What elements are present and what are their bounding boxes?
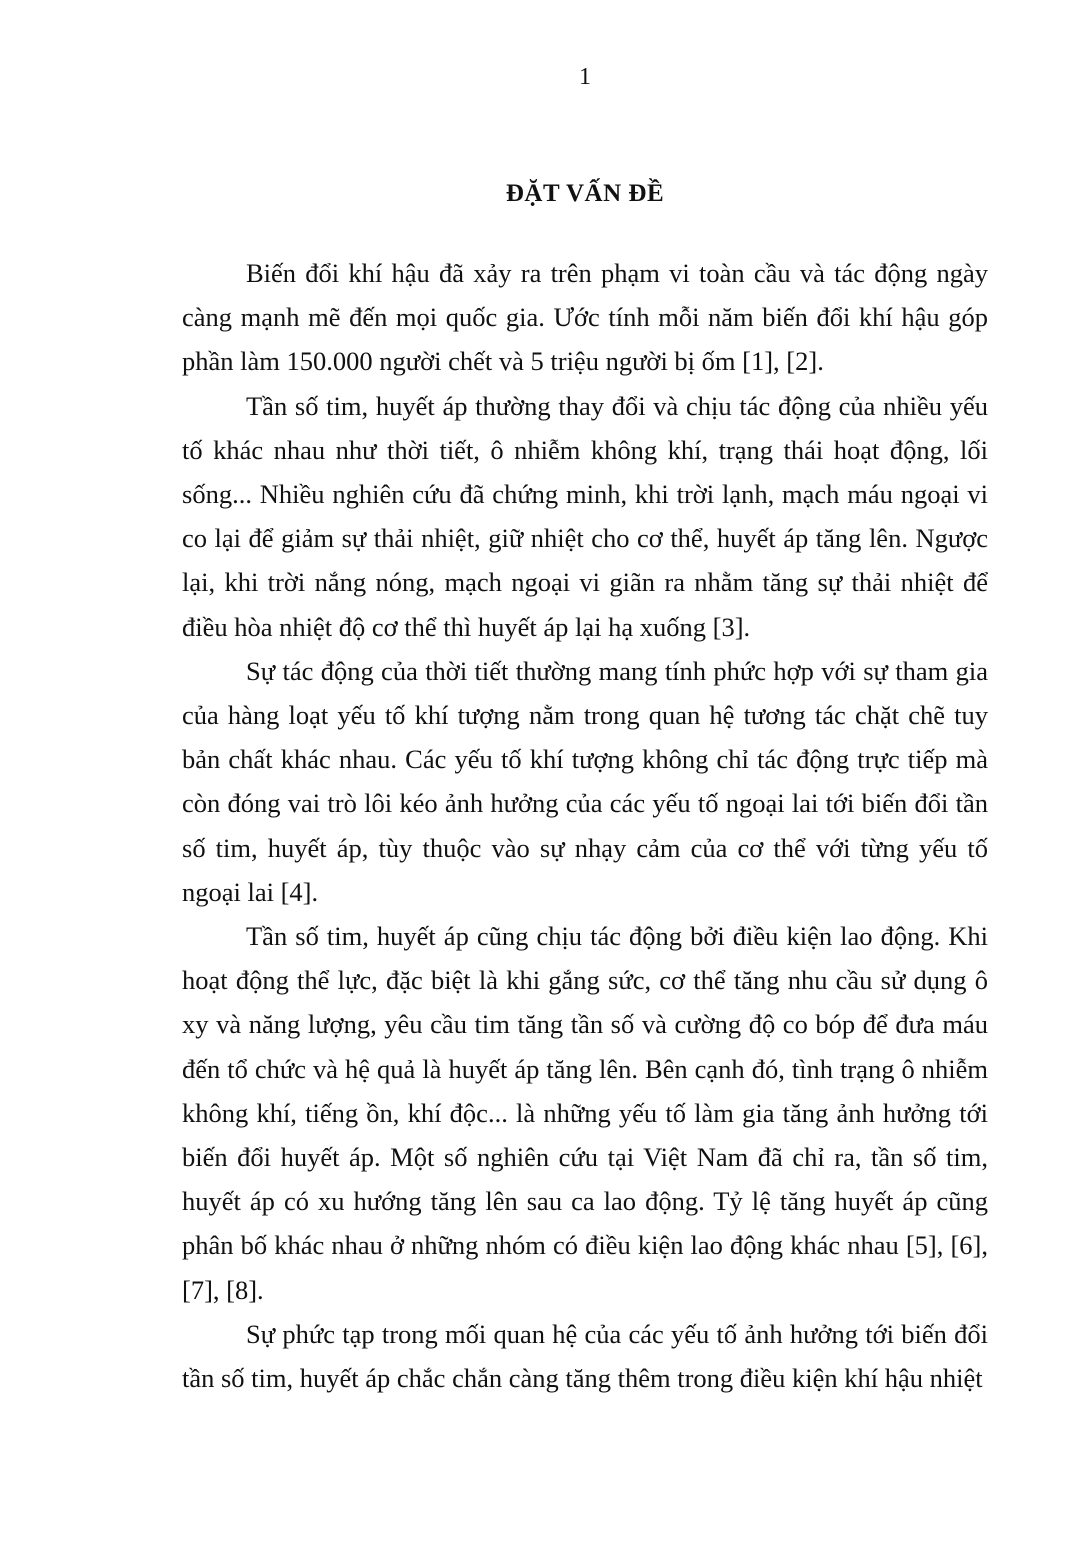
paragraph-4: Tần số tim, huyết áp cũng chịu tác động bởi điều kiện lao động. Khi hoạt động thể lực, đặc biệt là khi gắng sức, cơ thể tăng nhu cầu sử dụng ô xy và năng lượng, yêu cầu tim tăng tần số và cường độ co bóp để đưa máu đến tổ chức và hệ quả là huyết áp tăng lên. Bên cạnh đó, tình trạng ô nhiễm không khí, tiếng ồn, khí độc... là những yếu tố làm gia tăng ảnh hưởng tới biến đổi huyết áp. Một số nghiên cứu tại Việt Nam đã chỉ ra, tần số tim, huyết áp có xu hướng tăng lên sau ca lao động. Tỷ lệ tăng huyết áp cũng phân bố khác nhau ở những nhóm có điều kiện lao động khác nhau [5], [6], [7], [8]. [182,921,988,1305]
paragraph-3: Sự tác động của thời tiết thường mang tính phức hợp với sự tham gia của hàng loạt yếu tố khí tượng nằm trong quan hệ tương tác chặt chẽ tuy bản chất khác nhau. Các yếu tố khí tượng không chỉ tác động trực tiếp mà còn đóng vai trò lôi kéo ảnh hưởng của các yếu tố ngoại lai tới biến đổi tần số tim, huyết áp, tùy thuộc vào sự nhạy cảm của cơ thể với từng yếu tố ngoại lai [4]. [182,655,988,907]
page-title: ĐẶT VẤN ĐỀ [505,180,665,207]
paragraph-2: Tần số tim, huyết áp thường thay đổi và chịu tác động của nhiều yếu tố khác nhau như thời tiết, ô nhiễm không khí, trạng thái hoạt động, lối sống... Nhiều nghiên cứu đã chứng minh, khi trời lạnh, mạch máu ngoại vi co lại để giảm sự thải nhiệt, giữ nhiệt cho cơ thể, huyết áp tăng lên. Ngược lại, khi trời nắng nóng, mạch ngoại vi giãn ra nhằm tăng sự thải nhiệt để điều hòa nhiệt độ cơ thể thì huyết áp lại hạ xuống [3]. [182,390,988,642]
paragraph-5: Sự phức tạp trong mối quan hệ của các yếu tố ảnh hưởng tới biến đổi tần số tim, huyết áp chắc chắn càng tăng thêm trong điều kiện khí hậu nhiệt [182,1318,988,1394]
paragraph-1: Biến đổi khí hậu đã xảy ra trên phạm vi toàn cầu và tác động ngày càng mạnh mẽ đến mọi quốc gia. Ước tính mỗi năm biến đổi khí hậu góp phần làm 150.000 người chết và 5 triệu người bị ốm [1], [2]. [182,258,988,377]
body-text [182,251,988,1400]
page-number: 1 [579,64,591,90]
